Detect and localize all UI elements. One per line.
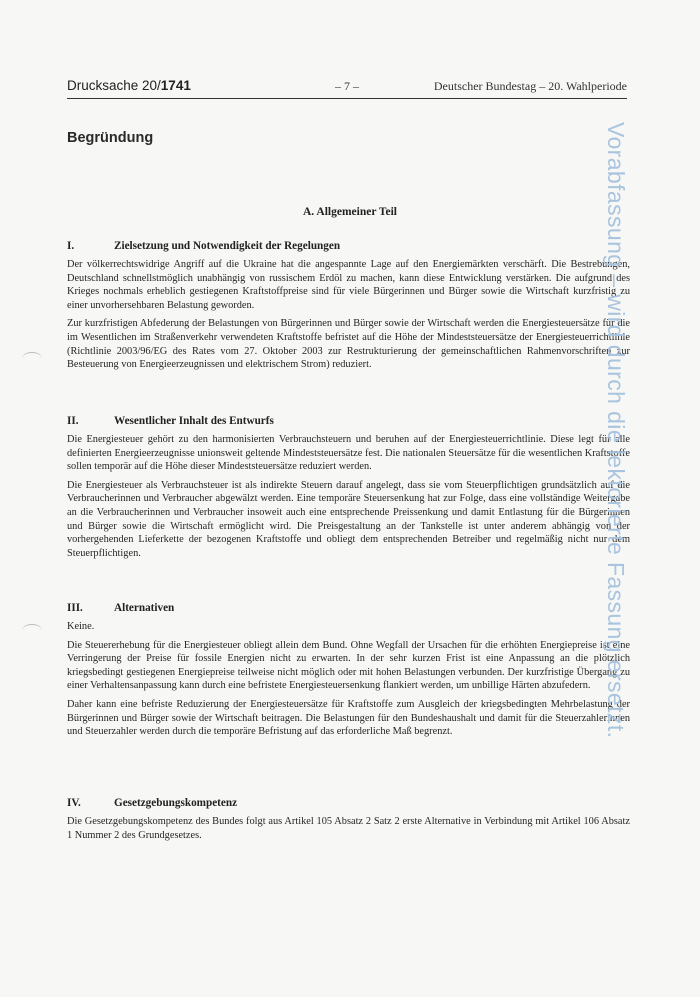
section-heading — [67, 602, 630, 614]
paragraph: Der völkerrechtswidrige Angriff auf die Ukraine hat die angespannte Lage auf den Energiemärkten verschärft. Die Bestrebungen, Deutschland schnellstmöglich unabhängig von russischem Erdöl zu machen, kann diese Entwicklung verstärken. Die aufgrund des Krieges nochmals erheblich gestiegenen Kraftstoffpreise sind für viele Bürgerinnen und Bürger sowie die Wirtschaft kurzfristig zu einer unvorhersehbaren Belastung geworden. — [67, 259, 630, 311]
scan-mark — [22, 352, 42, 365]
doc-number: 1741 — [160, 78, 191, 93]
section-3 — [67, 602, 630, 744]
section-title: Zielsetzung und Notwendigkeit der Regelungen — [114, 240, 341, 252]
draft-watermark: Vorabfassung – wird durch die lektorierte Fassung ersetzt. — [603, 122, 629, 739]
document-title: Begründung — [67, 130, 154, 146]
paragraph: Zur kurzfristigen Abfederung der Belastungen von Bürgerinnen und Bürger sowie der Wirtschaft werden die Energiesteuersätze für die im Wesentlichen im Straßenverkehr verwendeten Kraftstoffe befristet auf die Höhe der Mindeststeuersätze der Energiesteuerrichtlinie (Richtlinie 2003/96/EG des Rates vom 27. Oktober 2003 zur Restrukturierung der gemeinschaftlichen Rahmenvorschriften zur Besteuerung von Energieerzeugnissen und elektrischem Strom) reduziert. — [67, 318, 630, 371]
section-1 — [67, 240, 630, 377]
section-number: I. — [67, 240, 75, 252]
section-title: Gesetzgebungskompetenz — [114, 797, 238, 809]
paragraph: Die Gesetzgebungskompetenz des Bundes folgt aus Artikel 105 Absatz 2 Satz 2 erste Alternative in Verbindung mit Artikel 106 Absatz 1 Nummer 2 des Grundgesetzes. — [67, 816, 630, 841]
section-number: II. — [67, 415, 79, 427]
doc-prefix: Drucksache 20/ — [67, 78, 161, 93]
section-heading — [67, 415, 630, 427]
section-number: IV. — [67, 797, 81, 809]
page-header — [67, 78, 627, 99]
header-publisher: Deutscher Bundestag – 20. Wahlperiode — [433, 79, 627, 93]
paragraph: Die Steuererhebung für die Energiesteuer obliegt allein dem Bund. Ohne Wegfall der Ursachen für die erhöhten Energiepreise ist eine Verringerung der Preise für fossile Energien nicht zu erwarten. In der sehr kurzen Frist ist eine Anpassung an die plötzlich kriegsbedingt gestiegenen Energiepreise teilweise nicht möglich oder mit hohen Belastungen verbunden. Der kurzfristige Übergang zu einer Verhaltensanpassung kann durch eine befristete Energiesteuersenkung flankiert werden, um unbillige Härten abzufedern. — [67, 639, 630, 692]
section-2 — [67, 415, 630, 565]
section-number: III. — [67, 602, 83, 614]
section-title: Wesentlicher Inhalt des Entwurfs — [114, 415, 274, 427]
part-heading: A. Allgemeiner Teil — [302, 206, 398, 218]
section-heading — [67, 797, 630, 809]
document-number — [67, 78, 191, 93]
page-number: – 7 – — [335, 79, 359, 93]
paragraph: Die Energiesteuer als Verbrauchsteuer ist als indirekte Steuern darauf angelegt, dass sie vom Steuerpflichtigen grundsätzlich auf die Verbraucherinnen und Verbraucher abgewälzt werden. Eine temporäre Steuersenkung hat zur Folge, dass eine vollständige Weitergabe an die Verbraucherinnen und Verbraucher insoweit auch eine entsprechende Preissenkung und damit Entlastung für die Bürgerinnen und Bürger sowie die Wirtschaft ermöglicht wird. Die Preisgestaltung an der Tankstelle ist unter anderem abhängig von der vorhergehenden Lieferkette der bezogenen Kraftstoffe und obliegt dem entsprechenden Betreiber und regelmäßig nicht nur dem Steuerpflichtigen. — [67, 479, 630, 559]
paragraph: Die Energiesteuer gehört zu den harmonisierten Verbrauchsteuern und beruhen auf der Energiesteuerrichtlinie. Diese legt für alle definierten Energieerzeugnisse unionsweit geltende Mindeststeuersätze fest. Die nationalen Steuersätze für die wesentlichen Kraftstoffe sollen temporär auf die Höhe dieser Mindeststeuersätze reduziert werden. — [67, 434, 630, 473]
section-4 — [67, 797, 630, 847]
paragraph: Daher kann eine befriste Reduzierung der Energiesteuersätze für Kraftstoffe zum Ausgleich der kriegsbedingten Mehrbelastung der Bürgerinnen und Bürger sowie der Wirtschaft beitragen. Die Belastungen für den Bundeshaushalt und damit für die Steuerzahlerinnen und Steuerzahler werden durch die temporäre Befristung auf das erforderliche Maß begrenzt. — [67, 698, 630, 738]
section-title: Alternativen — [114, 602, 175, 614]
paragraph: Keine. — [67, 621, 95, 632]
scan-mark — [22, 624, 42, 637]
section-heading — [67, 240, 630, 252]
